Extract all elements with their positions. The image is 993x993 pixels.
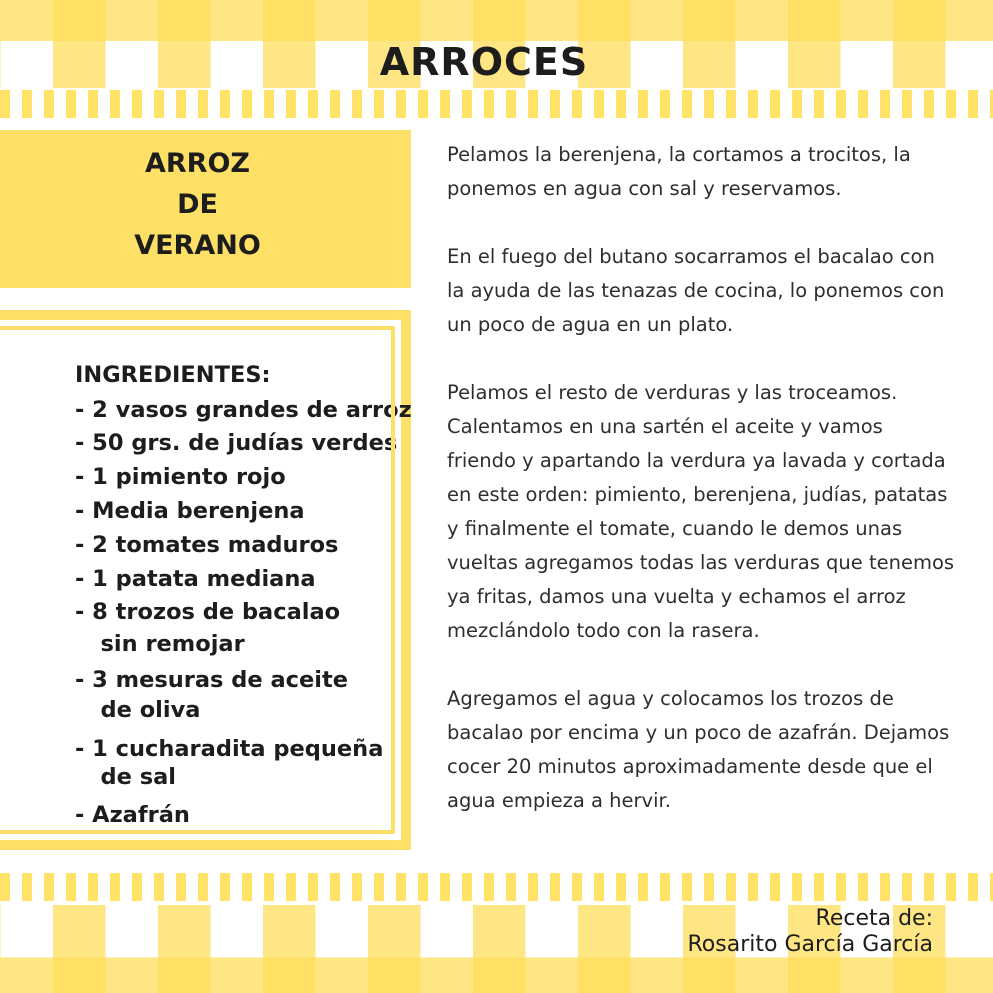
instructions: [447, 138, 957, 852]
recipe-title-line-1: ARROZ: [144, 148, 250, 179]
ingredients-heading: INGREDIENTES:: [75, 362, 271, 388]
ingredients-frame: [0, 310, 411, 850]
ingredient-item-continuation: sin remojar: [77, 631, 245, 657]
ingredient-item: - 1 cucharadita pequeña: [75, 736, 384, 762]
credit-label: Receta de:: [815, 906, 933, 931]
ingredient-item: - 2 tomates maduros: [75, 532, 339, 558]
recipe-title-line-3: VERANO: [134, 230, 261, 261]
recipe-title-box: [0, 130, 411, 288]
ingredient-item: - Azafrán: [75, 802, 190, 828]
instruction-paragraph: Pelamos el resto de verduras y las troceamos. Calentamos en una sartén el aceite y vamos friendo y apartando la verdura ya lavada y cortada en este orden: pimiento, berenjena, judías, patatas y finalmente el tomate, cuando le demos unas vueltas agregamos todas las verduras que tenemos ya fritas, damos una vuelta y echamos el arroz mezclándolo todo con la rasera.: [447, 381, 955, 642]
recipe-title-line-2: DE: [177, 189, 218, 220]
ingredient-item: - 3 mesuras de aceite: [75, 667, 348, 693]
instruction-paragraph: Agregamos el agua y colocamos los trozos de bacalao por encima y un poco de azafrán. Dejamos cocer 20 minutos aproximadamente desde que el agua empieza a hervir.: [447, 687, 950, 812]
ingredient-item-continuation: de oliva: [77, 697, 201, 723]
ingredient-item: - 50 grs. de judías verdes: [75, 430, 398, 456]
ingredient-item-continuation: de sal: [77, 764, 176, 790]
ingredient-item: - 1 patata mediana: [75, 566, 316, 592]
ingredient-item: - 2 vasos grandes de arroz: [75, 397, 412, 423]
stripe-border-top: [0, 90, 993, 118]
instruction-paragraph: En el fuego del butano socarramos el bacalao con la ayuda de las tenazas de cocina, lo ponemos con un poco de agua en un plato.: [447, 245, 945, 336]
ingredients-panel: [0, 320, 412, 840]
ingredient-item: - 8 trozos de bacalao: [75, 599, 341, 625]
ingredient-item: - Media berenjena: [75, 498, 305, 524]
credit-author: Rosarito García García: [687, 932, 933, 957]
stripe-border-bottom: [0, 873, 993, 901]
ingredient-item: - 1 pimiento rojo: [75, 464, 286, 490]
instruction-paragraph: Pelamos la berenjena, la cortamos a trocitos, la ponemos en agua con sal y reservamos.: [447, 143, 911, 200]
page-title: ARROCES: [379, 40, 589, 84]
